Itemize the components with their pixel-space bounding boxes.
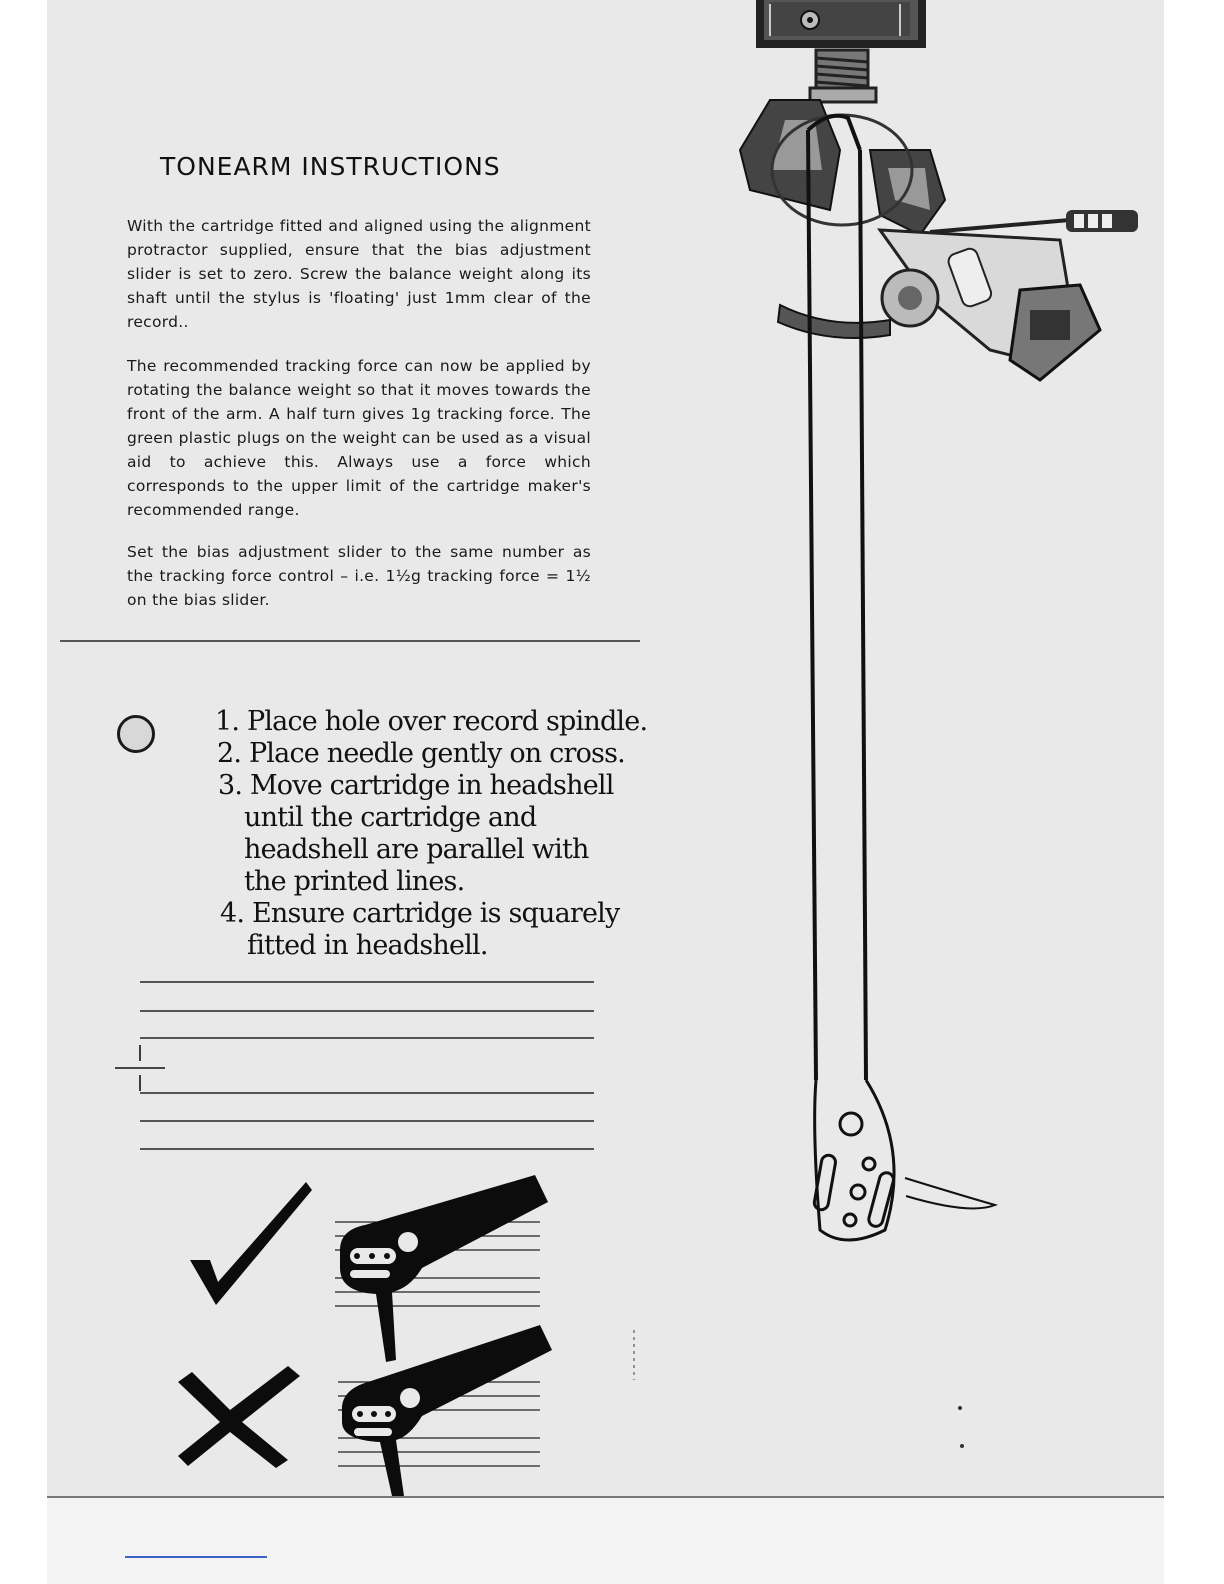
pivot-housing-icon (740, 100, 945, 235)
cross-mark-icon (178, 1366, 300, 1468)
tonearm-illustration (730, 0, 1160, 1300)
section-divider (60, 640, 640, 642)
spindle-hole-icon (117, 715, 155, 753)
page-title: TONEARM INSTRUCTIONS (160, 152, 501, 181)
step-3-continued: the printed lines. (244, 866, 465, 897)
spring-icon (810, 50, 876, 102)
paragraph-setup: With the cartridge fitted and aligned using the alignment protractor supplied, ensure that the bias adjustment slider is set to zero. Screw the balance weight along its shaft until the stylus is 'floating' just 1mm clear of the record.. (127, 217, 591, 331)
step-3-continued: until the cartridge and (244, 802, 537, 833)
step-3-continued: headshell are parallel with (244, 834, 589, 865)
step-1: 1. Place hole over record spindle. (215, 706, 648, 737)
page-right-margin (1164, 0, 1224, 1584)
paragraph-bias: Set the bias adjustment slider to the same number as the tracking force control – i.e. 1½g tracking force = 1½ on the bias slider. (127, 543, 591, 609)
arm-tube-icon (808, 116, 866, 1080)
arm-rest-icon (1010, 285, 1100, 380)
step-2: 2. Place needle gently on cross. (217, 738, 625, 769)
counterweight-icon (756, 0, 926, 48)
paragraph-tracking-force: The recommended tracking force can now be applied by rotating the balance weight so that it moves towards the front of the arm. A half turn gives 1g tracking force. The green plastic plugs on the weight can be used as a visual aid to achieve this. Always use a force which corresponds to the upper limit of the cartridge maker's recommended range. (127, 357, 591, 519)
step-4-continued: fitted in headshell. (247, 930, 488, 961)
link-underline[interactable] (125, 1556, 267, 1558)
paper-bottom-margin (47, 1498, 1164, 1584)
alignment-guide-lines (110, 975, 610, 1165)
alignment-cross-icon (115, 1045, 165, 1091)
lift-lever-icon (930, 210, 1138, 232)
page-specks (620, 1320, 1040, 1460)
headshell-alignment-diagram (160, 1170, 580, 1500)
step-4: 4. Ensure cartridge is squarely (220, 898, 620, 929)
headshell-icon (813, 1080, 995, 1240)
check-mark-icon (190, 1182, 312, 1305)
step-3: 3. Move cartridge in headshell (218, 770, 614, 801)
